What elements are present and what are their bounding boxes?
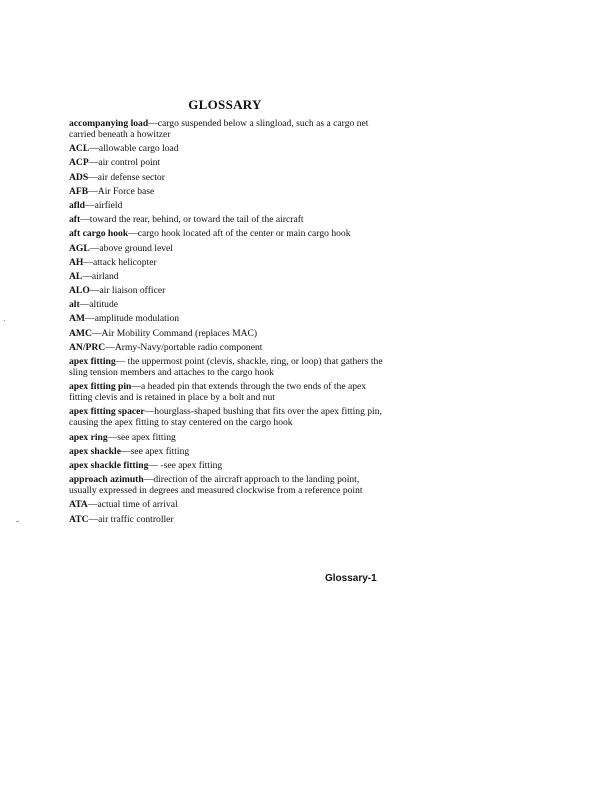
em-dash-separator: — xyxy=(120,445,131,457)
glossary-entry xyxy=(69,157,389,168)
glossary-term: accompanying load xyxy=(69,118,149,129)
em-dash-separator: — xyxy=(143,474,154,486)
glossary-entry xyxy=(69,328,389,339)
glossary-entry xyxy=(69,118,389,140)
glossary-term: approach azimuth xyxy=(69,474,144,486)
glossary-entry xyxy=(69,243,389,254)
glossary-term: AN/PRC xyxy=(69,341,106,353)
glossary-term: apex fitting xyxy=(69,356,116,367)
glossary-entry xyxy=(69,356,389,378)
em-dash-separator: — xyxy=(105,341,115,353)
em-dash-separator: — xyxy=(88,185,98,197)
glossary-entry xyxy=(69,186,389,197)
glossary-term: apex ring xyxy=(69,431,108,443)
glossary-term: apex shackle fitting xyxy=(69,459,149,471)
glossary-entry xyxy=(69,271,389,282)
glossary-entry xyxy=(69,474,389,496)
glossary-term: AGL xyxy=(69,242,90,254)
glossary-entry xyxy=(69,342,389,353)
em-dash-separator: — xyxy=(84,313,95,325)
glossary-definition: Army-Navy/portable radio component xyxy=(114,341,263,353)
glossary-term: ADS xyxy=(69,171,89,183)
glossary-entry xyxy=(69,143,389,154)
glossary-list xyxy=(69,118,389,528)
glossary-definition: Air Mobility Command (replaces MAC) xyxy=(101,327,258,339)
glossary-term: AH xyxy=(69,256,84,268)
glossary-definition: see apex fitting xyxy=(117,431,176,443)
glossary-definition: air traffic controller xyxy=(98,513,174,525)
glossary-definition: amplitude modulation xyxy=(94,313,180,325)
glossary-definition: allowable cargo load xyxy=(98,143,179,155)
glossary-term: ACL xyxy=(69,143,90,155)
em-dash-separator: — xyxy=(144,406,155,418)
glossary-entry xyxy=(69,200,389,211)
glossary-entry xyxy=(69,406,389,428)
glossary-definition: above ground level xyxy=(99,242,173,254)
glossary-term: AFB xyxy=(69,185,89,197)
glossary-term: apex fitting pin xyxy=(69,381,132,393)
glossary-definition: altitude xyxy=(89,299,119,311)
glossary-definition: attack helicopter xyxy=(92,256,157,268)
em-dash-separator: — xyxy=(128,228,138,240)
glossary-term: apex fitting spacer xyxy=(69,406,145,418)
em-dash-separator: — xyxy=(80,214,90,226)
glossary-term: afld xyxy=(69,199,85,211)
glossary-term: aft cargo hook xyxy=(69,228,129,240)
glossary-term: AM xyxy=(69,313,85,325)
glossary-entry xyxy=(69,432,389,443)
glossary-entry xyxy=(69,299,389,310)
glossary-definition: Air Force base xyxy=(97,185,155,197)
em-dash-separator: — xyxy=(79,299,90,311)
glossary-term: ALO xyxy=(69,285,90,297)
glossary-definition: the uppermost point (clevis, shackle, ring, or loop) that gathers the sling tension members and attaches to the cargo hook xyxy=(69,356,383,378)
glossary-term: ATA xyxy=(69,499,88,511)
em-dash-separator: — xyxy=(148,118,158,129)
em-dash-separator: — xyxy=(89,285,100,297)
glossary-entry xyxy=(69,285,389,296)
page-number: Glossary-1 xyxy=(325,573,377,584)
glossary-entry xyxy=(69,514,389,525)
glossary-term: ATC xyxy=(69,513,89,525)
glossary-definition: airland xyxy=(91,270,119,282)
em-dash-separator: — xyxy=(89,143,99,155)
em-dash-separator: — xyxy=(88,157,99,169)
glossary-entry xyxy=(69,446,389,457)
glossary-term: aft xyxy=(69,214,81,226)
em-dash-separator: — xyxy=(88,513,99,525)
em-dash-separator: — xyxy=(115,356,126,367)
em-dash-separator: — xyxy=(88,171,98,183)
em-dash-separator: — xyxy=(131,381,141,393)
glossary-definition: toward the rear, behind, or toward the tail of the aircraft xyxy=(89,214,304,226)
glossary-entry xyxy=(69,313,389,324)
glossary-definition: air defense sector xyxy=(97,171,165,183)
glossary-definition: airfield xyxy=(94,199,123,211)
glossary-term: alt xyxy=(69,299,80,311)
glossary-entry xyxy=(69,381,389,403)
glossary-entry xyxy=(69,499,389,510)
glossary-definition: air liaison officer xyxy=(99,285,166,297)
em-dash-separator: — xyxy=(148,459,159,471)
glossary-entry xyxy=(69,214,389,225)
glossary-definition: see apex fitting xyxy=(130,445,190,457)
glossary-definition: direction of the aircraft approach to the landing point, usually expressed in degrees and measured clockwise from a reference point xyxy=(69,474,363,497)
glossary-definition: air control point xyxy=(98,157,161,169)
glossary-definition: cargo suspended below a slingload, such as a cargo net carried beneath a howitzer xyxy=(69,118,369,140)
glossary-definition: hourglass-shaped bushing that fits over the apex fitting pin, causing the apex fitting to stay centered on the cargo hook xyxy=(69,406,382,429)
glossary-entry xyxy=(69,172,389,183)
glossary-term: AMC xyxy=(69,327,92,339)
glossary-definition: a headed pin that extends through the two ends of the apex fitting clevis and is retained in place by a bolt and nut xyxy=(69,381,367,404)
glossary-entry xyxy=(69,257,389,268)
margin-mark: . xyxy=(3,313,6,323)
em-dash-separator: — xyxy=(91,327,102,339)
glossary-entry xyxy=(69,460,389,471)
glossary-term: AL xyxy=(69,270,83,282)
em-dash-separator: — xyxy=(87,499,98,511)
glossary-definition: cargo hook located aft of the center or main cargo hook xyxy=(137,228,351,240)
em-dash-separator: — xyxy=(85,199,95,211)
glossary-term: apex shackle xyxy=(69,445,121,457)
glossary-definition: -see apex fitting xyxy=(158,459,223,471)
glossary-definition: actual time of arrival xyxy=(97,499,178,511)
margin-mark: - xyxy=(16,516,19,526)
glossary-term: ACP xyxy=(69,157,89,169)
em-dash-separator: — xyxy=(82,270,92,282)
page-title: GLOSSARY xyxy=(188,97,262,112)
glossary-entry xyxy=(69,228,389,239)
em-dash-separator: — xyxy=(83,256,93,268)
em-dash-separator: — xyxy=(89,242,100,254)
em-dash-separator: — xyxy=(107,431,118,443)
